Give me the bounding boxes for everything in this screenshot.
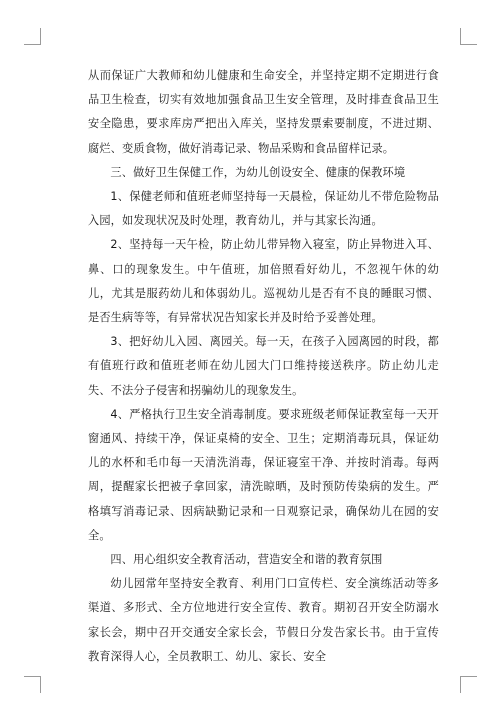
- document-body: [88, 64, 439, 669]
- crop-mark-top-right: [460, 28, 477, 45]
- paragraph-1: 从而保证广大教师和幼儿健康和生命安全，并坚持定期不定期进行食品卫生检查，切实有效地加强食品卫生安全管理，及时排查食品卫生安全隐患，要求库房严把出入库关，坚持发票索要制度，不进过期、腐烂、变质食物，做好消毒记录、物品采购和食品留样记录。: [88, 69, 439, 155]
- paragraph-item-2: 2、坚持每一天午检，防止幼儿带异物入寝室，防止异物进入耳、鼻、口的现象发生。中午值班，加倍照看好幼儿，不忽视午休的幼儿，尤其是服药幼儿和体弱幼儿。巡视幼儿是否有不良的睡眠习惯、是否生病等等，有异常状况告知家长并及时给予妥善处理。: [88, 238, 439, 325]
- section-heading-4: 四、用心组织安全教育活动，营造安全和谐的教育氛围: [110, 553, 383, 567]
- paragraph-safety-education: 幼儿园常年坚持安全教育、利用门口宣传栏、安全演练活动等多渠道、多形式、全方位地进行安全宣传、教育。期初召开安全防溺水家长会，期中召开交通安全家长会，节假日分发告家长书。由于宣传教育深得人心，全员教职工、幼儿、家长、安全: [88, 577, 439, 663]
- paragraph-item-4: 4、严格执行卫生安全消毒制度。要求班级老师保证教室每一天开窗通风、持续干净，保证桌椅的安全、卫生；定期消毒玩具，保证幼儿的水杯和毛巾每一天清洗消毒，保证寝室干净、并按时消毒。每两周，提醒家长把被子拿回家，清洗晾晒，及时预防传染病的发生。严格填写消毒记录、因病缺勤记录和一日观察记录，确保幼儿在园的安全。: [88, 407, 439, 542]
- crop-mark-bottom-left: [24, 676, 41, 693]
- paragraph-item-3: 3、把好幼儿入园、离园关。每一天，在孩子入园离园的时段，都有值班行政和值班老师在幼儿园大门口维持接送秩序。防止幼儿走失、不法分子侵害和拐骗幼儿的现象发生。: [88, 335, 439, 397]
- crop-mark-bottom-right: [460, 676, 477, 693]
- paragraph-item-1: 1、保健老师和值班老师坚持每一天晨检，保证幼儿不带危险物品入园，如发现状况及时处理，教育幼儿，并与其家长沟通。: [88, 190, 439, 228]
- crop-mark-top-left: [24, 28, 41, 45]
- section-heading-3: 三、做好卫生保健工作，为幼儿创设安全、健康的保教环境: [110, 165, 406, 179]
